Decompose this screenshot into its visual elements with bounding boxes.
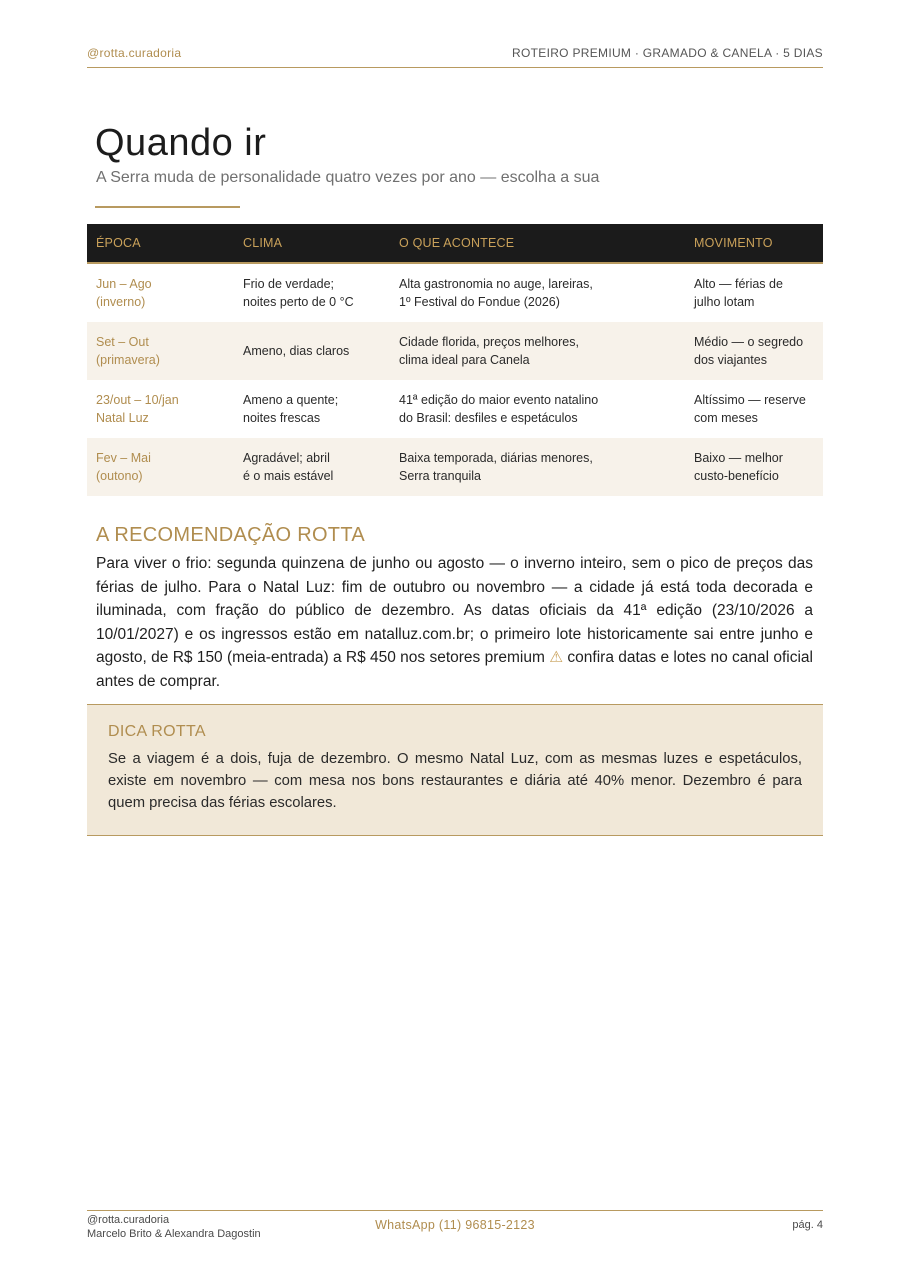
warning-icon: ⚠ [549, 649, 564, 666]
page-subtitle: A Serra muda de personalidade quatro vezes por ano — escolha a sua [96, 169, 600, 186]
cell-period: Jun – Ago (inverno) [96, 277, 152, 309]
column-header-clima: CLIMA [234, 224, 390, 263]
cell-climate: Ameno a quente; noites frescas [243, 393, 339, 425]
column-header-epoca: ÉPOCA [87, 224, 234, 263]
cell-happens: Alta gastronomia no auge, lareiras, 1º Festival do Fondue (2026) [399, 277, 593, 309]
table-row [87, 438, 823, 496]
footer-handle: @rotta.curadoria [87, 1214, 170, 1226]
header-handle: @rotta.curadoria [87, 46, 182, 60]
column-header-o-que-acontece: O QUE ACONTECE [390, 224, 685, 263]
cell-climate: Ameno, dias claros [243, 344, 350, 358]
cell-period: Fev – Mai (outono) [96, 451, 151, 483]
cell-climate: Agradável; abril é o mais estável [243, 451, 334, 483]
table-header-row [87, 224, 823, 263]
header-doc-title: ROTEIRO PREMIUM · GRAMADO & CANELA · 5 DIAS [512, 46, 823, 60]
cell-movement: Médio — o segredo dos viajantes [694, 335, 804, 367]
cell-movement: Alto — férias de julho lotam [694, 277, 783, 309]
table-row [87, 380, 823, 438]
table-row [87, 322, 823, 380]
cell-movement: Altíssimo — reserve com meses [694, 393, 806, 425]
tip-title: DICA ROTTA [108, 723, 206, 740]
recommendation-text: Para viver o frio: segunda quinzena de junho ou agosto — o inverno inteiro, sem o pico de preços das férias de julho. Para o Natal Luz: fim de outubro ou novembro — a cidade já está toda decorada e iluminada, com fração do público de dezembro. As datas oficiais da 41ª edição (23/10/2026 a 10/01/2027) e os ingressos estão em natalluz.com.br; o primeiro lote historicamente sai entre junho e agosto, de R$ 150 (meia-entrada) a R$ 450 nos setores premium ⚠ confira datas e lotes no canal oficial antes de comprar. [96, 555, 813, 690]
cell-happens: Cidade florida, preços melhores, clima ideal para Canela [399, 335, 579, 367]
title-divider [95, 206, 240, 208]
seasons-table [87, 224, 823, 496]
cell-happens: 41ª edição do maior evento natalino do Brasil: desfiles e espetáculos [399, 393, 599, 425]
cell-period: 23/out – 10/jan Natal Luz [96, 393, 179, 425]
column-header-movimento: MOVIMENTO [685, 224, 823, 263]
table-row [87, 263, 823, 322]
footer-whatsapp: WhatsApp (11) 96815-2123 [375, 1218, 535, 1232]
page-title: Quando ir [95, 122, 267, 164]
footer-authors: Marcelo Brito & Alexandra Dagostin [87, 1228, 261, 1240]
cell-happens: Baixa temporada, diárias menores, Serra tranquila [399, 451, 593, 483]
recommendation-heading: A RECOMENDAÇÃO ROTTA [96, 524, 365, 546]
page-footer [87, 1210, 823, 1243]
page-header [87, 46, 823, 68]
tip-box [87, 704, 823, 836]
page-number: pág. 4 [792, 1219, 823, 1231]
tip-text: Se a viagem é a dois, fuja de dezembro. O mesmo Natal Luz, com as mesmas luzes e espetáculos, existe em novembro — com mesa nos bons restaurantes e diária até 40% menor. Dezembro é para quem precisa das férias escolares. [108, 751, 802, 811]
cell-movement: Baixo — melhor custo-benefício [694, 451, 783, 483]
cell-period: Set – Out (primavera) [96, 335, 160, 367]
cell-climate: Frio de verdade; noites perto de 0 °C [243, 277, 354, 309]
